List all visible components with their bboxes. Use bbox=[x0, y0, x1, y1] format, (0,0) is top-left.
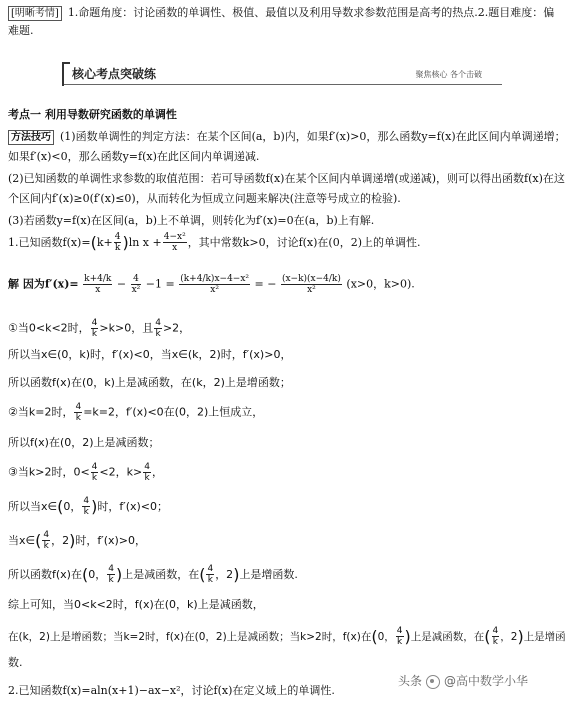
derivative-term-4: $\frac{(x-k)(x-4/k)}{\text{x²}}$ bbox=[281, 274, 341, 295]
paren-close: ) bbox=[122, 233, 129, 252]
summary-line-3: 数. bbox=[8, 656, 23, 669]
summary-line-1: 综上可知，当0<k<2时，f(x)在(0，k)上是减函数， bbox=[8, 598, 264, 611]
section-banner bbox=[62, 62, 502, 88]
tip-line-2: 如果f′(x)<0，那么函数y=f(x)在此区间内单调递减. bbox=[8, 150, 260, 163]
case-1-line-a: 所以当x∈(0，k)时，f′(x)<0，当x∈(k，2)时，f′(x)>0， bbox=[8, 348, 292, 361]
solution-label: 解 因为f′(x)= bbox=[8, 277, 79, 291]
problem-2: 2.已知函数f(x)=aln(x+1)−ax−x²，讨论f(x)在定义域上的单调性. bbox=[8, 684, 335, 697]
tip-text-1: (1)函数单调性的判定方法：在某个区间(a，b)内，如果f′(x)>0，那么函数y=f(x)在此区间内单调递增； bbox=[60, 130, 566, 143]
summary-line-2: 在(k，2)上是增函数；当k=2时，f(x)在(0，2)上是减函数；当k>2时，f(x)在(0， $\frac{4}{k}$ )上是减函数，在( $\frac{4}{k}$ ，2)上是增函 bbox=[8, 626, 566, 648]
header-line-1 bbox=[8, 6, 555, 21]
problem-1 bbox=[8, 232, 534, 254]
solution-derivative: 解 因为f′(x)= $\frac{k+4/k}{x}$ − $\frac{4}{\text{x²}}$ −1 = $\frac{\text{(k+4/k)x−4−x²}}{\text{x²}}$ = − $\frac{(x-k)(x-4/k)}{\text{x²}}$ (x>0，k>0). bbox=[8, 274, 415, 295]
fraction-4-minus-x2: $\frac{\text{4−x²}}{x}$ bbox=[163, 232, 186, 254]
case-3-line-e: 当x∈( $\frac{4}{k}$ ，2)时，f′(x)>0， bbox=[8, 530, 147, 552]
banner-corner-mark bbox=[62, 62, 70, 86]
watermark-source: 头条 bbox=[397, 674, 422, 688]
paren-open: ( bbox=[90, 233, 97, 252]
tip-line-3: (2)已知函数的单调性求参数的取值范围：若可导函数f(x)在某个区间内单调递增(或递减)，则可以得出函数f(x)在这 bbox=[8, 172, 565, 185]
section-title: 考点一 利用导数研究函数的单调性 bbox=[8, 108, 177, 121]
solution-condition: (x>0，k>0). bbox=[346, 277, 415, 291]
header-tag: [明晰考情] bbox=[8, 6, 62, 21]
case-1: ①当0<k<2时， $\frac{4}{k}$ >k>0，且 $\frac{4}{k}$ >2， bbox=[8, 318, 191, 339]
problem-1-suffix: ，其中常数k>0，讨论f(x)在(0，2)上的单调性. bbox=[187, 235, 421, 249]
watermark-icon bbox=[426, 675, 440, 689]
banner-title: 核心考点突破练 bbox=[72, 67, 157, 81]
header-text-1: 1.命题角度：讨论函数的单调性、极值、最值以及利用导数求参数范围是高考的热点.2.题目难度：偏 bbox=[67, 6, 555, 19]
derivative-term-1: $\frac{k+4/k}{x}$ bbox=[84, 274, 112, 295]
header-text-2: 难题. bbox=[8, 24, 34, 37]
tip-line-1 bbox=[8, 130, 566, 145]
case-2: ②当k=2时， $\frac{4}{k}$ =k=2，f′(x)<0在(0，2)上恒成立， bbox=[8, 402, 264, 423]
watermark-account: @高中数学小华 bbox=[443, 674, 528, 688]
problem-1-ln: ln x + bbox=[128, 235, 162, 249]
case-3-line-f: 所以函数f(x)在(0， $\frac{4}{k}$ )上是减函数，在( $\frac{4}{k}$ ，2)上是增函数. bbox=[8, 564, 298, 586]
tip-line-4: 个区间内f′(x)≥0(f′(x)≤0)，从而转化为恒成立问题来解决(注意等号成立的检验). bbox=[8, 192, 401, 205]
tip-line-5: (3)若函数y=f(x)在区间(a，b)上不单调，则转化为f′(x)=0在(a，b)上有解. bbox=[8, 214, 375, 227]
tip-tag: 方法技巧 bbox=[8, 130, 54, 145]
banner-subtitle: 聚焦核心 各个击破 bbox=[415, 70, 482, 79]
case-3: ③当k>2时，0< $\frac{4}{k}$ <2，k> $\frac{4}{k}$ ， bbox=[8, 462, 163, 483]
case-2-line-c: 所以f(x)在(0，2)上是减函数； bbox=[8, 436, 160, 449]
header-line-2 bbox=[8, 24, 534, 39]
fraction-4-over-k: $\frac{4}{k}$ bbox=[114, 232, 121, 254]
problem-1-prefix: 1.已知函数f(x)= bbox=[8, 235, 91, 249]
watermark bbox=[398, 673, 528, 689]
case-1-line-b: 所以函数f(x)在(0，k)上是减函数，在(k，2)上是增函数； bbox=[8, 376, 291, 389]
problem-1-k: k bbox=[96, 235, 104, 249]
problem-1-plus: + bbox=[103, 235, 113, 249]
derivative-term-2: $\frac{4}{\text{x²}}$ bbox=[131, 274, 141, 295]
derivative-term-3: $\frac{\text{(k+4/k)x−4−x²}}{\text{x²}}$ bbox=[180, 274, 250, 295]
case-3-line-d: 所以当x∈(0， $\frac{4}{k}$ )时，f′(x)<0； bbox=[8, 496, 169, 518]
